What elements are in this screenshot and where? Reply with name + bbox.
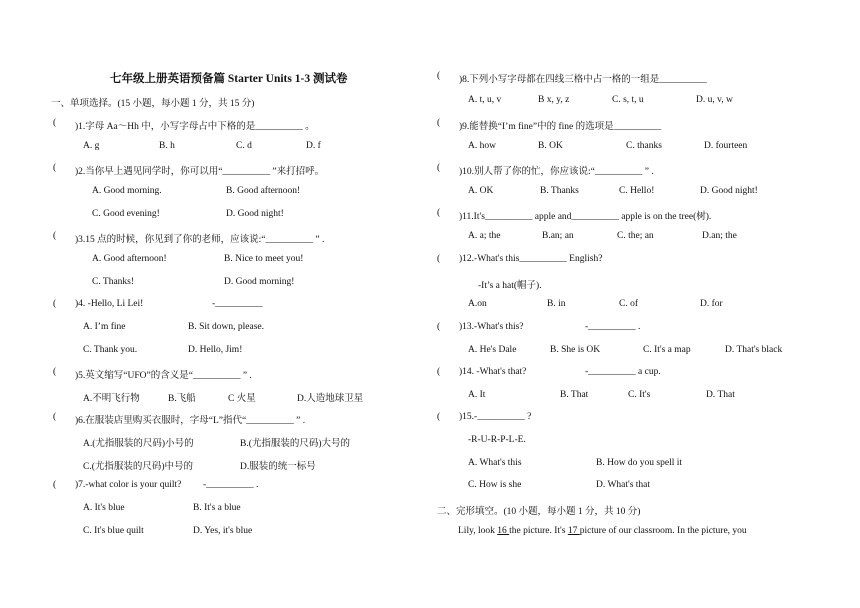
question-stem: )11.It's__________ apple and__________ apple is on the tree(树).: [459, 212, 712, 222]
question-stem: )6.在服装店里购买衣服时，字母“L”指代“__________ ” .: [75, 416, 306, 426]
option-c: C. Thanks!: [92, 277, 135, 287]
answer-paren[interactable]: (: [437, 254, 441, 264]
answer-paren[interactable]: (: [53, 367, 57, 377]
question-response: -__________ .: [585, 322, 641, 332]
option-d: D. u, v, w: [696, 95, 733, 105]
option-d: D.人造地球卫星: [297, 394, 364, 404]
option-c: C 火星: [228, 394, 256, 404]
question-stem: )7.-what color is your quilt?: [75, 480, 182, 490]
cloze-passage: [458, 526, 747, 536]
answer-paren[interactable]: (: [437, 322, 441, 332]
option-c: C. d: [236, 141, 252, 151]
answer-paren[interactable]: (: [437, 208, 441, 218]
option-a: A. It's blue: [83, 503, 125, 513]
option-c: C. of: [619, 299, 638, 309]
option-c: C. It's: [628, 390, 651, 400]
option-a: A. g: [83, 141, 100, 151]
answer-paren[interactable]: (: [437, 118, 441, 128]
option-b: B. h: [159, 141, 175, 151]
option-b: B. How do you spell it: [596, 458, 683, 468]
option-b: B.飞船: [168, 394, 196, 404]
answer-paren[interactable]: (: [53, 118, 57, 128]
option-d: D. That's black: [725, 345, 783, 355]
question-stem: )13.-What's this?: [459, 322, 524, 332]
option-b: B. Good afternoon!: [226, 186, 301, 196]
option-d: D. for: [700, 299, 723, 309]
option-c: C. It's a map: [643, 345, 691, 355]
option-a: A. I’m fine: [83, 322, 126, 332]
option-c: C. Thank you.: [83, 345, 138, 355]
option-d: D.服装的统一标号: [240, 462, 316, 472]
option-b: B. OK: [538, 141, 563, 151]
option-b: B. She is OK: [550, 345, 601, 355]
option-c: C.(尤指服装的尺码)中号的: [83, 462, 194, 472]
option-d: D. fourteen: [704, 141, 748, 151]
question-stem: )3.15 点的时候，你见到了你的老师，应该说:“__________ ” .: [75, 235, 325, 245]
section-heading-2: 二、完形填空。(10 小题，每小题 1 分，共 10 分): [437, 507, 641, 517]
blank-17[interactable]: 17: [567, 526, 580, 536]
answer-paren[interactable]: (: [437, 412, 441, 422]
option-a: A. Good afternoon!: [92, 254, 167, 264]
question-stem: )4. -Hello, Li Lei!: [75, 299, 144, 309]
question-stem: )10.别人帮了你的忙，你应该说:“__________ ” .: [459, 167, 654, 177]
option-b: B.(尤指服装的尺码)大号的: [240, 439, 351, 449]
section-heading-1: 一、单项选择。(15 小题，每小题 1 分，共 15 分): [51, 99, 255, 109]
option-c: C. thanks: [626, 141, 662, 151]
answer-paren[interactable]: (: [437, 163, 441, 173]
passage-text: picture of our classroom. In the picture, you: [579, 526, 747, 536]
option-b: B. in: [547, 299, 566, 309]
option-b: B.an; an: [542, 231, 574, 241]
question-response: -__________: [212, 299, 263, 309]
option-b: B x, y, z: [538, 95, 570, 105]
answer-paren[interactable]: (: [53, 299, 57, 309]
option-c: C. How is she: [468, 480, 522, 490]
question-stem: )12.-What's this__________ English?: [459, 254, 603, 264]
question-response: -It’s a hat(帽子).: [478, 281, 542, 291]
option-a: A. how: [468, 141, 496, 151]
option-d: D. That: [706, 390, 735, 400]
option-d: D. Hello, Jim!: [188, 345, 243, 355]
option-a: A. What's this: [468, 458, 522, 468]
option-b: B. Nice to meet you!: [224, 254, 304, 264]
option-d: D. Yes, it's blue: [193, 526, 253, 536]
option-c: C. the; an: [617, 231, 654, 241]
question-stem: )1.字母 Aa～Hh 中，小写字母占中下格的是__________ 。: [75, 122, 315, 132]
option-d: D. Good morning!: [224, 277, 295, 287]
page-title: 七年级上册英语预备篇 Starter Units 1-3 测试卷: [110, 73, 348, 85]
option-b: B. That: [560, 390, 589, 400]
question-stem: )8.下列小写字母都在四线三格中占一格的一组是__________: [459, 75, 707, 85]
option-b: B. Sit down, please.: [188, 322, 264, 332]
option-d: D. Good night!: [226, 209, 284, 219]
option-a: A.(尤指服装的尺码)小号的: [83, 439, 194, 449]
question-stem: )15.-__________ ?: [459, 412, 532, 422]
passage-text: Lily, look: [458, 526, 498, 536]
option-a: A. OK: [468, 186, 494, 196]
option-d: D. f: [306, 141, 321, 151]
answer-paren[interactable]: (: [53, 231, 57, 241]
option-a: A. a; the: [468, 231, 501, 241]
option-c: C. s, t, u: [612, 95, 644, 105]
question-stem: )5.英文缩写“UFO”的含义是“__________ ” .: [75, 371, 252, 381]
blank-16[interactable]: 16: [497, 526, 510, 536]
option-a: A. t, u, v: [468, 95, 502, 105]
answer-paren[interactable]: (: [53, 480, 57, 490]
question-response: -__________ a cup.: [585, 367, 661, 377]
option-a: A. Good morning.: [92, 186, 162, 196]
passage-text: the picture. It's: [509, 526, 568, 536]
option-d: D. What's that: [596, 480, 651, 490]
option-c: C. Hello!: [619, 186, 655, 196]
option-a: A.不明飞行物: [83, 394, 140, 404]
question-response: -R-U-R-P-L-E.: [468, 435, 526, 445]
option-b: B. It's a blue: [193, 503, 241, 513]
option-c: C. Good evening!: [92, 209, 160, 219]
answer-paren[interactable]: (: [53, 163, 57, 173]
answer-paren[interactable]: (: [53, 412, 57, 422]
option-a: A.on: [468, 299, 487, 309]
question-response: -__________ .: [203, 480, 259, 490]
option-c: C. It's blue quilt: [83, 526, 144, 536]
question-stem: )9.能替换“I’m fine”中的 fine 的选项是__________: [459, 122, 662, 132]
option-d: D.an; the: [702, 231, 737, 241]
answer-paren[interactable]: (: [437, 71, 441, 81]
option-d: D. Good night!: [700, 186, 758, 196]
option-b: B. Thanks: [540, 186, 579, 196]
question-stem: )2.当你早上遇见同学时，你可以用“__________ ”来打招呼。: [75, 167, 325, 177]
question-stem: )14. -What's that?: [459, 367, 527, 377]
option-a: A. It: [468, 390, 486, 400]
answer-paren[interactable]: (: [437, 367, 441, 377]
option-a: A. He's Dale: [468, 345, 517, 355]
